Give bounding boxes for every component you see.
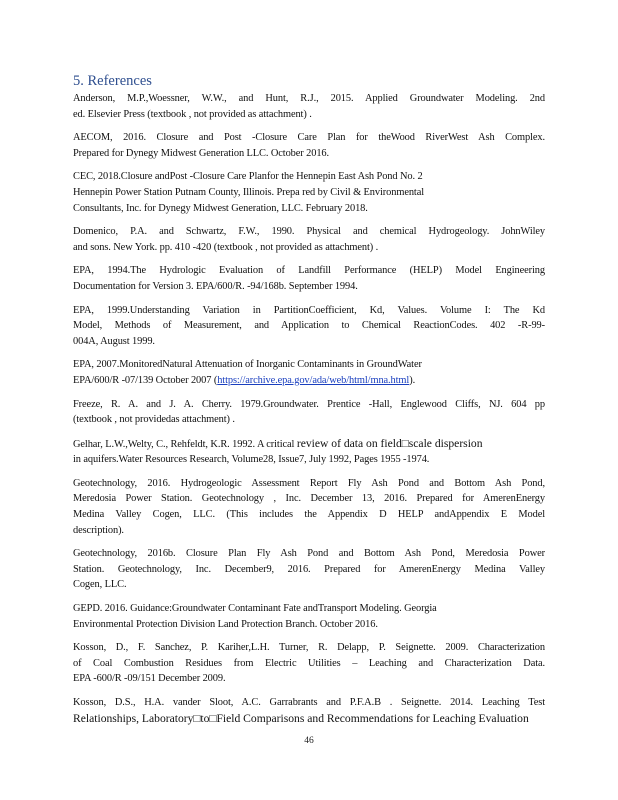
reference-line: Prepared for Dynegy Midwest Generation LLC. October 2016. xyxy=(73,147,330,159)
reference-line: Model, Methods of Measurement, and Application to Chemical ReactionCodes. 402 -R-99- xyxy=(73,320,545,332)
reference-entry xyxy=(73,640,545,687)
reference-entry xyxy=(73,130,545,161)
reference-entry xyxy=(73,601,545,632)
reference-entry xyxy=(73,91,545,122)
reference-line: EPA, 2007.MonitoredNatural Attenuation of Inorganic Contaminants in GroundWater xyxy=(73,359,422,371)
reference-line: in aquifers.Water Resources Research, Volume28, Issue7, July 1992, Pages 1955 -1974. xyxy=(73,454,430,466)
reference-entry xyxy=(73,263,545,294)
reference-line: description). xyxy=(73,524,124,536)
reference-entry xyxy=(73,224,545,255)
page-number: 46 xyxy=(304,736,314,746)
reference-line: ed. Elsevier Press (textbook , not provided as attachment) . xyxy=(73,108,312,120)
reference-line: (textbook , not providedas attachment) . xyxy=(73,414,235,426)
reference-line: Freeze, R. A. and J. A. Cherry. 1979.Groundwater. Prentice -Hall, Englewood Cliffs, NJ. 604 pp xyxy=(73,398,545,410)
reference-line: EPA -600/R -09/151 December 2009. xyxy=(73,673,226,685)
reference-line: Hennepin Power Station Putnam County, Illinois. Prepa red by Civil & Environmental xyxy=(73,186,425,198)
reference-line: Kosson, D.S., H.A. vander Sloot, A.C. Garrabrants and P.F.A.B . Seignette. 2014. Leaching Test xyxy=(73,697,545,708)
epa-mna-link[interactable]: https://archive.epa.gov/ada/web/html/mna.html xyxy=(217,374,410,386)
reference-line: Domenico, P.A. and Schwartz, F.W., 1990. Physical and chemical Hydrogeology. JohnWiley xyxy=(73,226,545,238)
reference-line: GEPD. 2016. Guidance:Groundwater Contaminant Fate andTransport Modeling. Georgia xyxy=(73,603,437,615)
reference-line: CEC, 2018.Closure andPost -Closure Care Planfor the Hennepin East Ash Pond No. 2 xyxy=(73,171,423,183)
reference-entry xyxy=(73,303,545,350)
reference-entry xyxy=(73,169,545,216)
reference-line: EPA, 1994.The Hydrologic Evaluation of Landfill Performance (HELP) Model Engineering xyxy=(73,265,545,277)
reference-line: Station. Geotechnology, Inc. December9, 2016. Prepared for AmerenEnergy Medina Valley xyxy=(73,563,545,575)
reference-text: EPA/600/R -07/139 October 2007 ( xyxy=(73,374,218,386)
reference-line: Cogen, LLC. xyxy=(73,579,127,591)
reference-entry xyxy=(73,436,545,468)
reference-line xyxy=(73,436,545,453)
reference-line: and sons. New York. pp. 410 -420 (textbook , not provided as attachment) . xyxy=(73,241,379,253)
reference-entry xyxy=(73,546,545,593)
section-heading: 5. References xyxy=(73,73,152,89)
reference-line: Relationships, Laboratory□to□Field Comparisons and Recommendations for Leaching Evaluation xyxy=(73,711,529,725)
reference-entry xyxy=(73,397,545,428)
reference-text: Gelhar, L.W.,Welty, C., Rehfeldt, K.R. 1992. A critical xyxy=(73,438,297,450)
reference-line: AECOM, 2016. Closure and Post -Closure Care Plan for theWood RiverWest Ash Complex. xyxy=(73,132,545,144)
document-page xyxy=(73,72,545,734)
reference-entry xyxy=(73,357,545,388)
reference-line: of Coal Combustion Residues from Electric Utilities – Leaching and Characterization Data. xyxy=(73,657,545,669)
reference-line xyxy=(73,373,545,389)
reference-text: review of data on field□scale dispersion xyxy=(296,436,483,450)
reference-line: 004A, August 1999. xyxy=(73,335,155,347)
reference-line: Kosson, D., F. Sanchez, P. Kariher,L.H. Turner, R. Delapp, P. Seignette. 2009. Characterization xyxy=(73,642,545,654)
reference-entry xyxy=(73,476,545,538)
reference-line: Consultants, Inc. for Dynegy Midwest Generation, LLC. February 2018. xyxy=(73,202,368,214)
reference-line: Meredosia Power Station. Geotechnology , Inc. December 13, 2016. Prepared for AmerenEnergy xyxy=(73,493,545,505)
reference-line: Medina Valley Cogen, LLC. (This includes the Appendix D HELP andAppendix E Model xyxy=(73,509,545,521)
reference-line: EPA, 1999.Understanding Variation in PartitionCoefficient, Kd, Values. Volume I: The Kd xyxy=(73,304,545,316)
reference-line: Geotechnology, 2016b. Closure Plan Fly Ash Pond and Bottom Ash Pond, Meredosia Power xyxy=(73,548,545,560)
reference-line: Environmental Protection Division Land Protection Branch. October 2016. xyxy=(73,618,378,630)
reference-line: Anderson, M.P.,Woessner, W.W., and Hunt, R.J., 2015. Applied Groundwater Modeling. 2nd xyxy=(73,93,545,104)
reference-line: Documentation for Version 3. EPA/600/R. -94/168b. September 1994. xyxy=(73,280,358,292)
reference-entry xyxy=(73,695,545,726)
reference-line: Geotechnology, 2016. Hydrogeologic Assessment Report Fly Ash Pond and Bottom Ash Pond, xyxy=(73,477,545,489)
reference-text: ). xyxy=(409,374,416,386)
